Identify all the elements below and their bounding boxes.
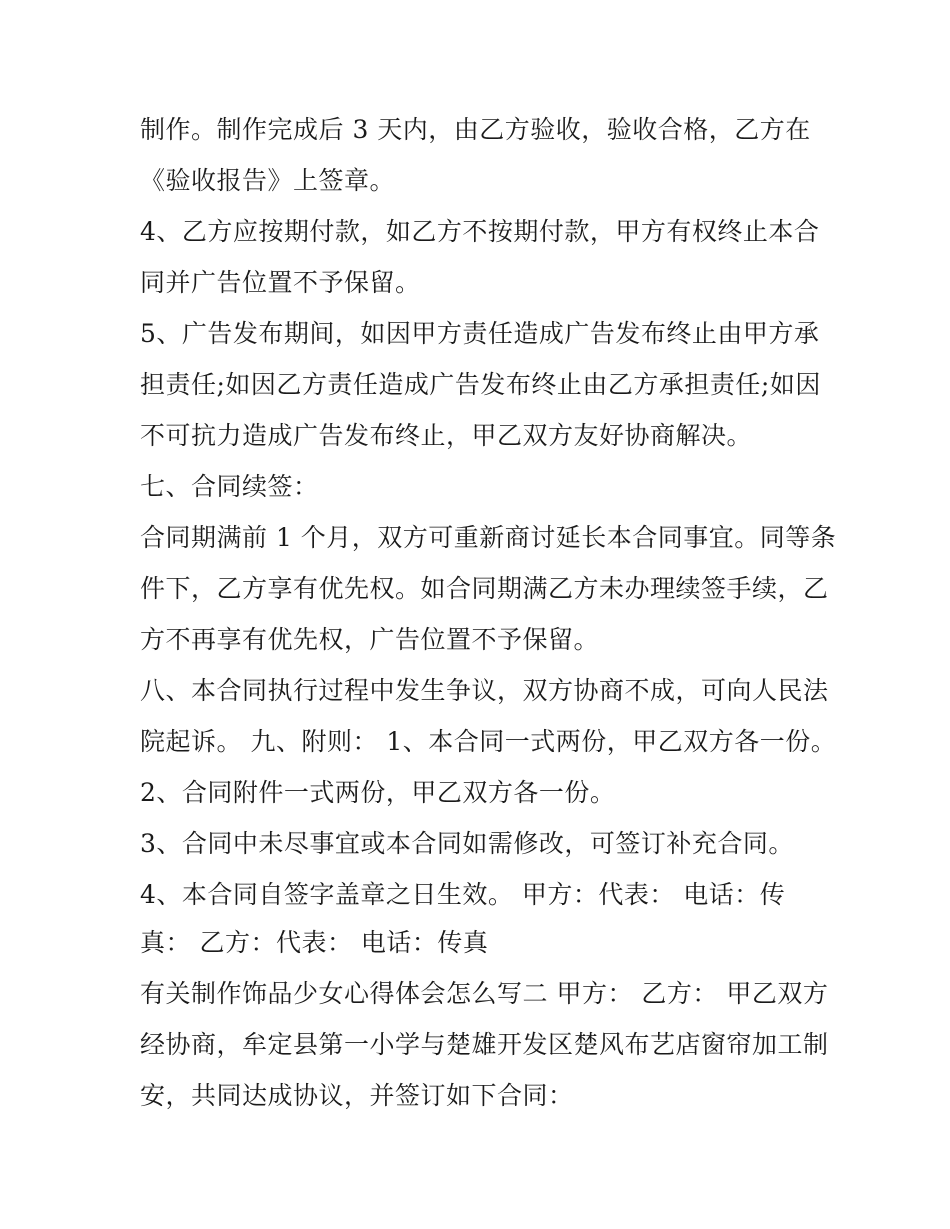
text-line: 院起诉。 九、附则： 1、本合同一式两份，甲乙双方各一份。: [140, 727, 837, 756]
text-line: 4、本合同自签字盖章之日生效。 甲方：代表： 电话：传: [140, 880, 786, 909]
text-line: 4、乙方应按期付款，如乙方不按期付款，甲方有权终止本合: [140, 217, 820, 246]
text-line: 方不再享有优先权，广告位置不予保留。: [140, 625, 600, 654]
text-line: 同并广告位置不予保留。: [140, 268, 421, 297]
text-line: 经协商，牟定县第一小学与楚雄开发区楚风布艺店窗帘加工制: [140, 1030, 829, 1059]
text-line: 《验收报告》上签章。: [140, 166, 396, 195]
text-line: 真： 乙方：代表： 电话：传真: [140, 928, 489, 957]
text-line: 八、本合同执行过程中发生争议，双方协商不成，可向人民法: [140, 676, 829, 705]
text-line: 不可抗力造成广告发布终止，甲乙双方友好协商解决。: [140, 421, 753, 450]
text-line: 有关制作饰品少女心得体会怎么写二 甲方： 乙方： 甲乙双方: [140, 979, 829, 1008]
text-line: 3、合同中未尽事宜或本合同如需修改，可签订补充合同。: [140, 829, 794, 858]
text-line: 件下，乙方享有优先权。如合同期满乙方未办理续签手续，乙: [140, 574, 829, 603]
text-line: 2、合同附件一式两份，甲乙双方各一份。: [140, 778, 616, 807]
text-line: 5、广告发布期间，如因甲方责任造成广告发布终止由甲方承: [140, 319, 820, 348]
text-line: 安，共同达成协议，并签订如下合同：: [140, 1081, 574, 1110]
section-heading: 七、合同续签：: [140, 472, 319, 501]
text-line: 制作。制作完成后 3 天内，由乙方验收，验收合格，乙方在: [140, 115, 811, 144]
text-line: 担责任;如因乙方责任造成广告发布终止由乙方承担责任;如因: [140, 370, 821, 399]
text-line: 合同期满前 1 个月，双方可重新商讨延长本合同事宜。同等条: [140, 523, 837, 552]
